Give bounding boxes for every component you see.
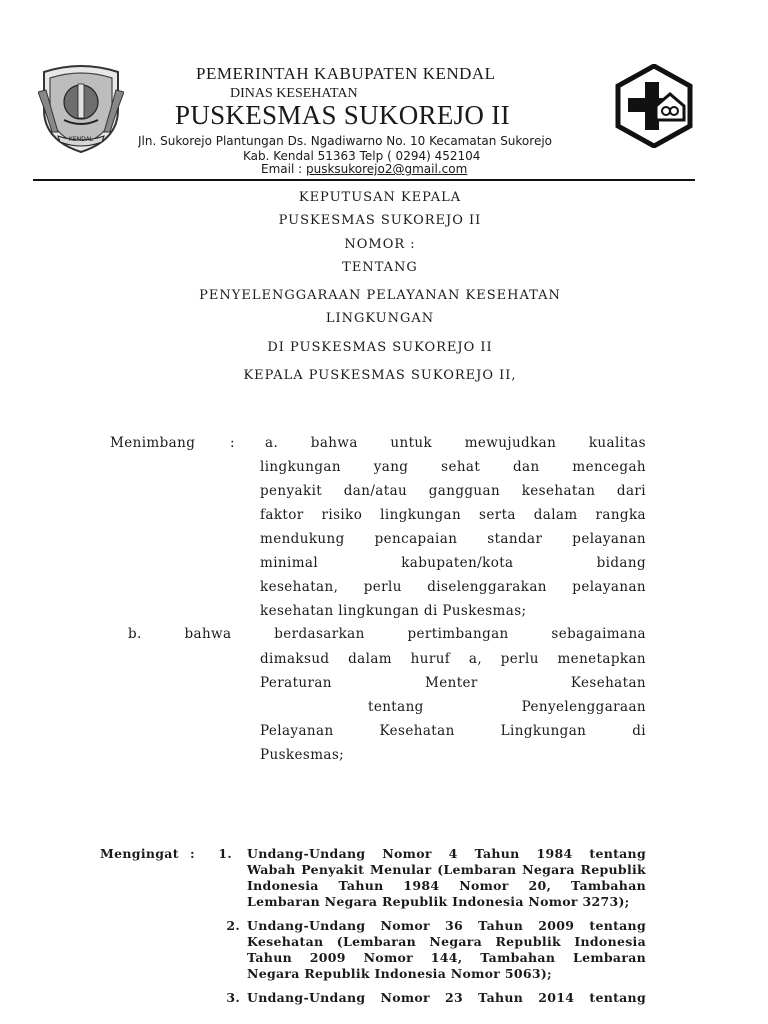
considering-colon: : — [230, 435, 235, 451]
email-label: Email : — [261, 162, 303, 176]
department-name: DINAS KESEHATAN — [230, 86, 358, 101]
address-line-2: Kab. Kendal 51363 Telp ( 0294) 452104 — [243, 149, 481, 163]
decree-number: NOMOR : — [344, 237, 416, 252]
law-item-line: Wabah Penyakit Menular (Lembaran Negara Republik — [247, 862, 646, 877]
recalling-colon: : — [190, 846, 195, 861]
considering-a-line: penyakit dan/atau gangguan kesehatan dari — [260, 483, 646, 499]
considering-b-line: Pelayanan Kesehatan Lingkungan di — [260, 723, 646, 739]
kendal-regency-crest-icon — [38, 62, 124, 156]
decree-about: TENTANG — [342, 260, 418, 275]
law-item-line: Lembaran Negara Republik Indonesia Nomor 3273); — [247, 894, 630, 909]
considering-a-line: a. bahwa untuk mewujudkan kualitas — [265, 435, 646, 451]
considering-b-line: Peraturan Menter Kesehatan — [260, 675, 646, 691]
considering-a-line: mendukung pencapaian standar pelayanan — [260, 531, 646, 547]
institution-name: PUSKESMAS SUKOREJO II — [175, 100, 510, 130]
considering-b-line: Puskesmas; — [260, 747, 345, 763]
recalling-label: Mengingat — [100, 846, 179, 861]
email-line — [261, 162, 467, 176]
decree-subject-1: PENYELENGGARAAN PELAYANAN KESEHATAN — [199, 288, 561, 303]
decree-subject-2: LINGKUNGAN — [325, 311, 435, 326]
letterhead-divider — [33, 179, 695, 181]
law-item-line: Kesehatan (Lembaran Negara Republik Indonesia — [247, 934, 646, 949]
law-item-number: 2. — [226, 918, 240, 933]
law-item-line: Indonesia Tahun 1984 Nomor 20, Tambahan — [247, 878, 646, 893]
email-link[interactable]: pusksukorejo2@gmail.com — [305, 162, 468, 176]
considering-a-line: minimal kabupaten/kota bidang — [260, 555, 646, 571]
considering-b-line: dimaksud dalam huruf a, perlu menetapkan — [260, 651, 646, 667]
law-item-line: Undang-Undang Nomor 4 Tahun 1984 tentang — [247, 846, 646, 861]
considering-b-line: tentang Penyelenggaraan — [368, 699, 646, 715]
address-line-1: Jln. Sukorejo Plantungan Ds. Ngadiwarno No. 10 Kecamatan Sukorejo — [138, 134, 553, 148]
crest-text: KENDAL — [68, 136, 94, 143]
decree-title: KEPUTUSAN KEPALA — [298, 190, 462, 205]
decree-location: DI PUSKESMAS SUKOREJO II — [267, 340, 493, 355]
law-item-line: Undang-Undang Nomor 36 Tahun 2009 tentang — [247, 918, 646, 933]
considering-a-line: kesehatan, perlu diselenggarakan pelayanan — [260, 579, 646, 595]
decree-signatory-title: KEPALA PUSKESMAS SUKOREJO II, — [243, 368, 517, 383]
considering-a-line: kesehatan lingkungan di Puskesmas; — [260, 603, 527, 619]
law-item-line: Tahun 2009 Nomor 144, Tambahan Lembaran — [247, 950, 646, 965]
considering-b-line: b. bahwa berdasarkan pertimbangan sebagaimana — [128, 626, 646, 642]
law-item-line: Undang-Undang Nomor 23 Tahun 2014 tentang — [247, 990, 646, 1005]
government-name: PEMERINTAH KABUPATEN KENDAL — [196, 64, 496, 83]
law-item-line: Negara Republik Indonesia Nomor 5063); — [247, 966, 552, 981]
decree-issuer: PUSKESMAS SUKOREJO II — [278, 213, 482, 228]
puskesmas-cross-logo-icon — [612, 64, 696, 148]
considering-label: Menimbang — [110, 435, 196, 451]
law-item-number: 1. — [218, 846, 232, 861]
considering-a-line: lingkungan yang sehat dan mencegah — [260, 459, 646, 475]
considering-a-line: faktor risiko lingkungan serta dalam rangka — [260, 507, 646, 523]
law-item-number: 3. — [226, 990, 240, 1005]
